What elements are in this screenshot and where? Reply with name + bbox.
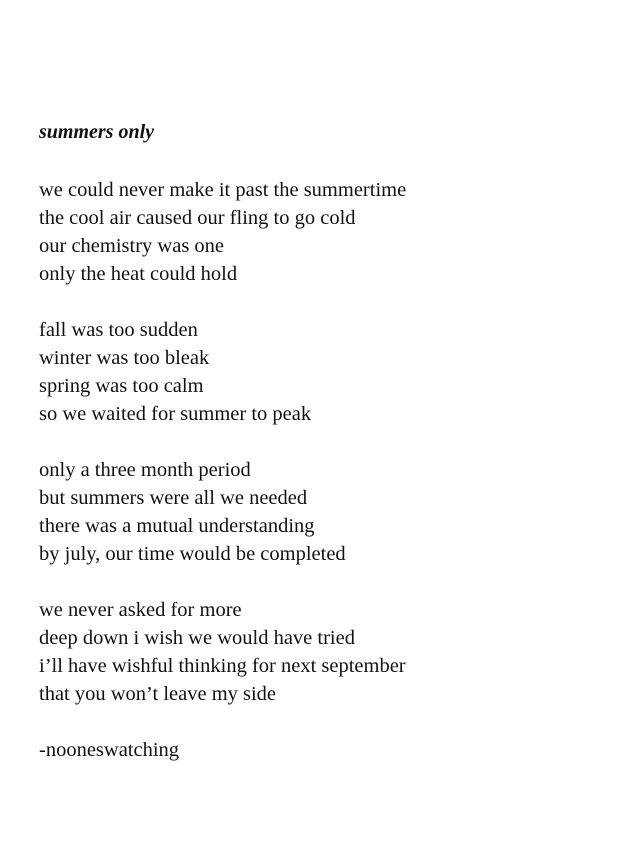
poem-line: only the heat could hold bbox=[39, 263, 238, 285]
poem-line: there was a mutual understanding bbox=[39, 515, 315, 537]
poem-line: fall was too sudden bbox=[39, 319, 198, 341]
poem-line: i’ll have wishful thinking for next september bbox=[39, 655, 406, 677]
poem-line: we could never make it past the summertime bbox=[39, 179, 407, 201]
stanza-2 bbox=[39, 316, 311, 428]
poem-line: deep down i wish we would have tried bbox=[39, 627, 355, 649]
poem-line: the cool air caused our fling to go cold bbox=[39, 207, 356, 229]
poem-line: but summers were all we needed bbox=[39, 487, 308, 509]
poem-line: only a three month period bbox=[39, 459, 251, 481]
poem-title: summers only bbox=[39, 121, 155, 143]
poem-line: spring was too calm bbox=[39, 375, 204, 397]
poem-line: winter was too bleak bbox=[39, 347, 210, 369]
poem-line: we never asked for more bbox=[39, 599, 242, 621]
stanza-4 bbox=[39, 596, 406, 708]
poem-line: by july, our time would be completed bbox=[39, 543, 346, 565]
poem-line: our chemistry was one bbox=[39, 235, 225, 257]
stanza-3 bbox=[39, 456, 346, 568]
poem-line: so we waited for summer to peak bbox=[39, 403, 312, 425]
poem-line: that you won’t leave my side bbox=[39, 683, 277, 705]
author-signature: -nooneswatching bbox=[39, 739, 180, 761]
stanza-1 bbox=[39, 176, 406, 288]
